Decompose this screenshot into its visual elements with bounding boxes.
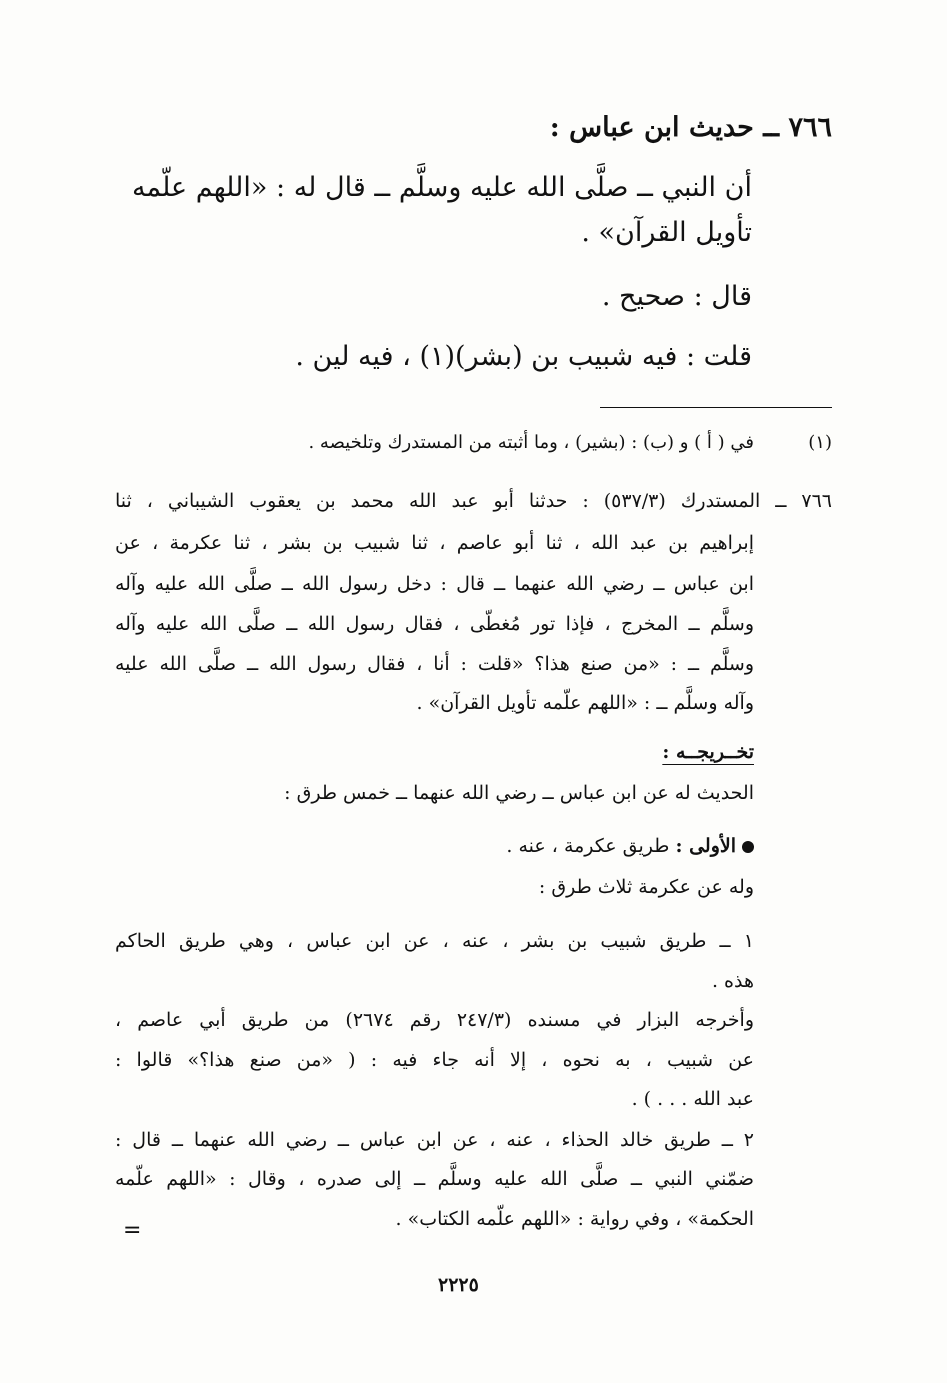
page-number: ٢٢٢٥	[438, 1274, 479, 1296]
continuation-mark: =	[123, 1218, 142, 1243]
hadith-text-line-2: تأويل القرآن» .	[581, 217, 752, 248]
route-2-line-2: ضمّني النبي ــ صلَّى الله عليه وسلَّم ــ إلى صدره ، وقال : «اللهم علّمه	[115, 1168, 754, 1190]
hadith-text-line-1: أن النبي ــ صلَّى الله عليه وسلَّم ــ قال له : «اللهم علّمه	[132, 172, 752, 203]
takhrij-intro: الحديث له عن ابن عباس ــ رضي الله عنهما ــ خمس طرق :	[284, 782, 754, 804]
bazzar-line-1: وأخرجه البزار في مسنده (٢٤٧/٣ رقم ٢٦٧٤) من طريق أبي عاصم ،	[115, 1009, 754, 1031]
footnote-separator	[600, 407, 832, 408]
route-1-line-1: ١ ــ طريق شبيب بن بشر ، عنه ، عن ابن عباس ، وهي طريق الحاكم	[115, 930, 754, 952]
hadith-note: قلت : فيه شبيب بن (بشر)(١) ، فيه لين .	[295, 341, 752, 372]
takhrij-heading-text: تخــريجــه :	[662, 741, 754, 763]
first-route-text: طريق عكرمة ، عنه .	[506, 835, 670, 857]
first-route-label: الأولى :	[675, 835, 736, 857]
hadith-heading	[550, 112, 832, 143]
footnote-text: في ( أ ) و (ب) : (بشير) ، وما أثبته من المستدرك وتلخيصه .	[308, 432, 754, 453]
bazzar-line-2: عن شبيب ، به نحوه ، إلا أنه جاء فيه : ( «من صنع هذا؟» قالوا :	[115, 1049, 754, 1071]
hadith-heading-text: ٧٦٦ ــ حديث ابن عباس :	[549, 112, 832, 143]
route-2-line-1: ٢ ــ طريق خالد الحذاء ، عنه ، عن ابن عباس ــ رضي الله عنهما ــ قال :	[115, 1129, 754, 1151]
ikrimah-routes: وله عن عكرمة ثلاث طرق :	[538, 876, 754, 898]
takhrij-heading	[662, 741, 754, 763]
route-2-line-3: الحكمة» ، وفي رواية : «اللهم علّمه الكتاب» .	[395, 1208, 754, 1230]
source-line-1: ٧٦٦ ــ المستدرك (٥٣٧/٣) : حدثنا أبو عبد الله محمد بن يعقوب الشيباني ، ثنا	[115, 490, 832, 512]
source-line-4: وسلَّم ــ المخرج ، فإذا تور مُغطّى ، فقال رسول الله ــ صلَّى الله عليه وآله	[115, 613, 754, 635]
source-line-2: إبراهيم بن عبد الله ، ثنا أبو عاصم ، ثنا شبيب بن بشر ، ثنا عكرمة ، عن	[115, 532, 754, 554]
route-1-line-2: هذه .	[711, 970, 754, 992]
footnote-number: (١)	[808, 432, 832, 453]
bullet-icon	[742, 841, 754, 853]
source-line-3: ابن عباس ــ رضي الله عنهما ــ قال : دخل رسول الله ــ صلَّى الله عليه وآله	[115, 573, 754, 595]
hadith-verdict: قال : صحيح .	[601, 281, 752, 312]
source-line-6: وآله وسلَّم ــ : «اللهم علّمه تأويل القرآن» .	[416, 692, 754, 714]
takhrij-first-route	[506, 835, 754, 857]
source-line-5: وسلَّم ــ : «من صنع هذا؟ «قلت : أنا ، فقال رسول الله ــ صلَّى الله عليه	[115, 653, 754, 675]
bazzar-line-3: عبد الله . . . ) .	[631, 1088, 754, 1110]
